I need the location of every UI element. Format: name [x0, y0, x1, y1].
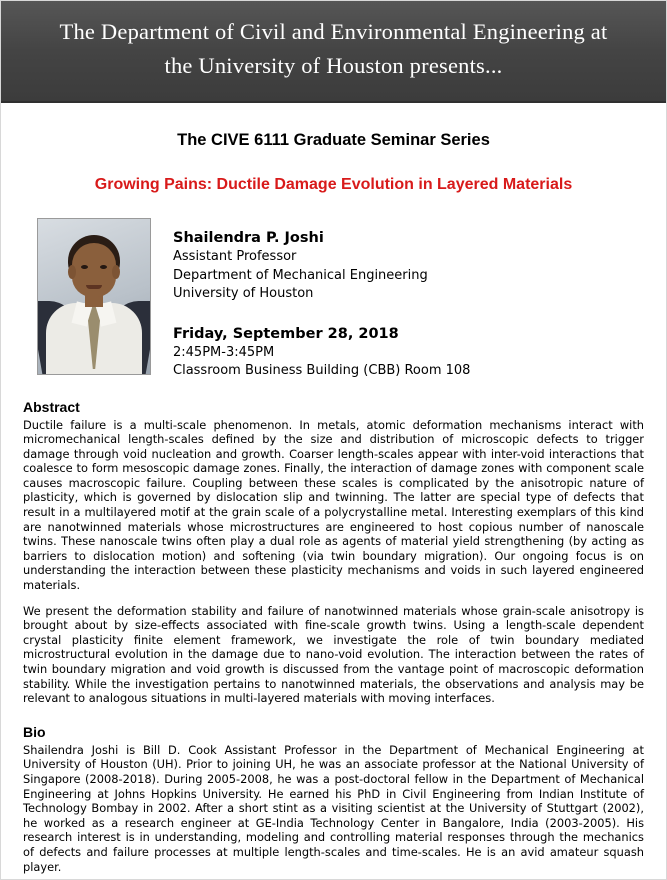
abstract-heading: Abstract [23, 398, 80, 415]
banner-line-1: The Department of Civil and Environmental Engineering at [59, 19, 608, 44]
event-details [173, 324, 470, 381]
bio-section [23, 724, 644, 874]
event-location: Classroom Business Building (CBB) Room 108 [173, 363, 471, 378]
speaker-position: Assistant Professor [173, 249, 297, 264]
event-time: 2:45PM-3:45PM [173, 344, 275, 360]
series-title: The CIVE 6111 Graduate Seminar Series [177, 131, 490, 149]
event-date: Friday, September 28, 2018 [173, 325, 399, 342]
abstract-paragraph-1: Ductile failure is a multi-scale phenomenon. In metals, atomic deformation mechanisms interact with micromechanical length-scales defined by the size and distribution of microscopic defects to trigger damage through void nucleation and growth. Coarser length-scales appear with inter-void interactions that coalesce to form mesoscopic damage zones. Finally, the interaction of damage zones with component scale causes macroscopic failure. Coupling between these scales is complicated by the anisotropic nature of plasticity, which is governed by dislocation slip and twinning. The latter are special type of defects that result in a multilayered motif at the grain scale of a polycrystalline metal. Interesting exemplars of this kind are nanotwinned materials whose microstructures are engineered to host copious number of nanoscale twins. These nanoscale twins often play a dual role as agents of material yield strengthening (by acting as barriers to dislocation motion) and softening (via twin boundary migration). Our ongoing focus is on understanding the interaction between these plasticity mechanisms and voids in such layered engineered materials. [23, 417, 644, 593]
abstract-section [23, 399, 644, 706]
talk-title: Growing Pains: Ductile Damage Evolution in Layered Materials [94, 176, 573, 193]
speaker-portrait [37, 218, 151, 375]
header-banner [1, 1, 666, 103]
speaker-department: Department of Mechanical Engineering [173, 267, 428, 283]
speaker-block [23, 218, 644, 381]
bio-heading: Bio [23, 723, 46, 740]
banner-line-2: the University of Houston presents... [164, 53, 503, 78]
bio-paragraph-1: Shailendra Joshi is Bill D. Cook Assistant Professor in the Department of Mechanical Engineering at University of Houston (UH). Prior to joining UH, he was an associate professor at the National University of Singapore (2008-2018). During 2005-2008, he was a post-doctoral fellow in the Department of Mechanical Engineering at Johns Hopkins University. He earned his PhD in Civil Engineering from Indian Institute of Technology Bombay in 2002. After a short stint as a visiting scientist at the University of Stuttgart (2002), he worked as a research engineer at GE-India Technology Center in Bangalore, India (2003-2005). His research interest is in understanding, modeling and controlling material responses through the mechanics of defects and failure processes at multiple length-scales and time-scales. He is an avid amateur squash player. [23, 742, 644, 874]
speaker-details [173, 218, 470, 381]
speaker-institution: University of Houston [173, 286, 314, 301]
speaker-name: Shailendra P. Joshi [173, 230, 324, 246]
flyer-content [1, 131, 666, 874]
abstract-paragraph-2: We present the deformation stability and failure of nanotwinned materials whose grain-scale anisotropy is brought about by size-effects associated with fine-scale growth twins. Using a length-scale dependent crystal plasticity finite element framework, we investigate the role of twin boundary mediated microstructural evolution in the damage due to nano-void evolution. The interaction between the rates of twin boundary migration and void growth is discussed from the vantage point of macroscopic deformation stability. While the investigation pertains to nanotwinned materials, the observations and analysis may be relevant to analogous situations in multi-layered materials with moving interfaces. [23, 603, 644, 706]
